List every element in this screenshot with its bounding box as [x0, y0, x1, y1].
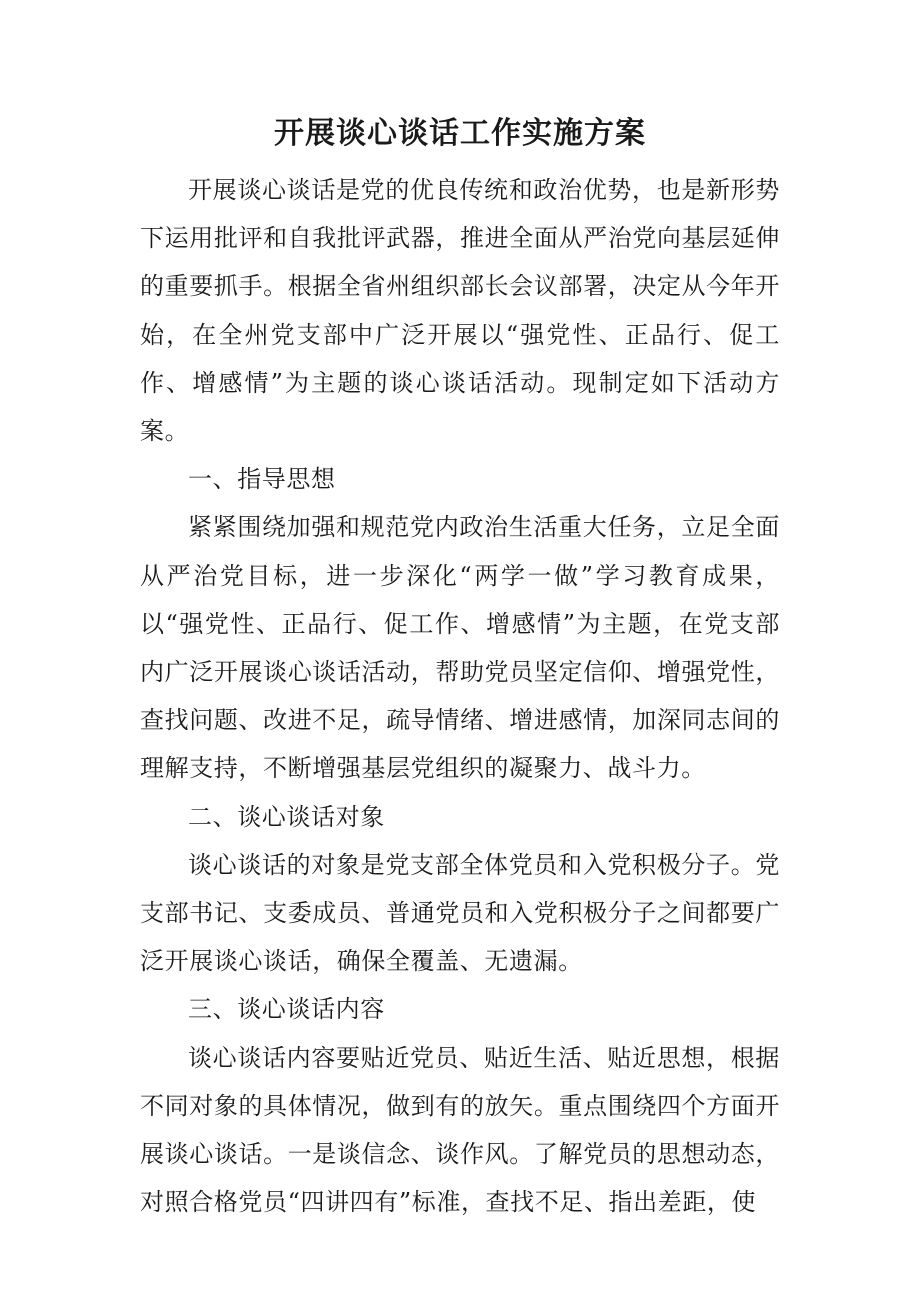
paragraph-talk-content: 谈心谈话内容要贴近党员、贴近生活、贴近思想，根据不同对象的具体情况，做到有的放矢。重点围绕四个方面开展谈心谈话。一是谈信念、谈作风。了解党员的思想动态，对照合格党员“四讲四有”标准，查找不足、指出差距，使 — [140, 1043, 780, 1217]
document-title: 开展谈心谈话工作实施方案 — [274, 116, 646, 151]
paragraph-intro: 开展谈心谈话是党的优良传统和政治优势，也是新形势下运用批评和自我批评武器，推进全面从严治党向基层延伸的重要抓手。根据全省州组织部长会议部署，决定从今年开始，在全州党支部中广泛开展以“强党性、正品行、促工作、增感情”为主题的谈心谈话活动。现制定如下活动方案。 — [140, 176, 780, 446]
section-heading-guiding-ideology: 一、指导思想 — [188, 465, 336, 494]
document-body — [140, 166, 780, 1226]
section-heading-talk-content: 三、谈心谈话内容 — [188, 995, 385, 1024]
paragraph-guiding-ideology: 紧紧围绕加强和规范党内政治生活重大任务，立足全面从严治党目标，进一步深化“两学一做”学习教育成果，以“强党性、正品行、促工作、增感情”为主题，在党支部内广泛开展谈心谈话活动，帮助党员坚定信仰、增强党性，查找问题、改进不足，疏导情绪、增进感情，加深同志间的理解支持，不断增强基层党组织的凝聚力、战斗力。 — [140, 513, 780, 783]
section-heading-talk-targets: 二、谈心谈话对象 — [188, 802, 385, 831]
paragraph-talk-targets: 谈心谈话的对象是党支部全体党员和入党积极分子。党支部书记、支委成员、普通党员和入党积极分子之间都要广泛开展谈心谈话，确保全覆盖、无遗漏。 — [140, 850, 780, 976]
